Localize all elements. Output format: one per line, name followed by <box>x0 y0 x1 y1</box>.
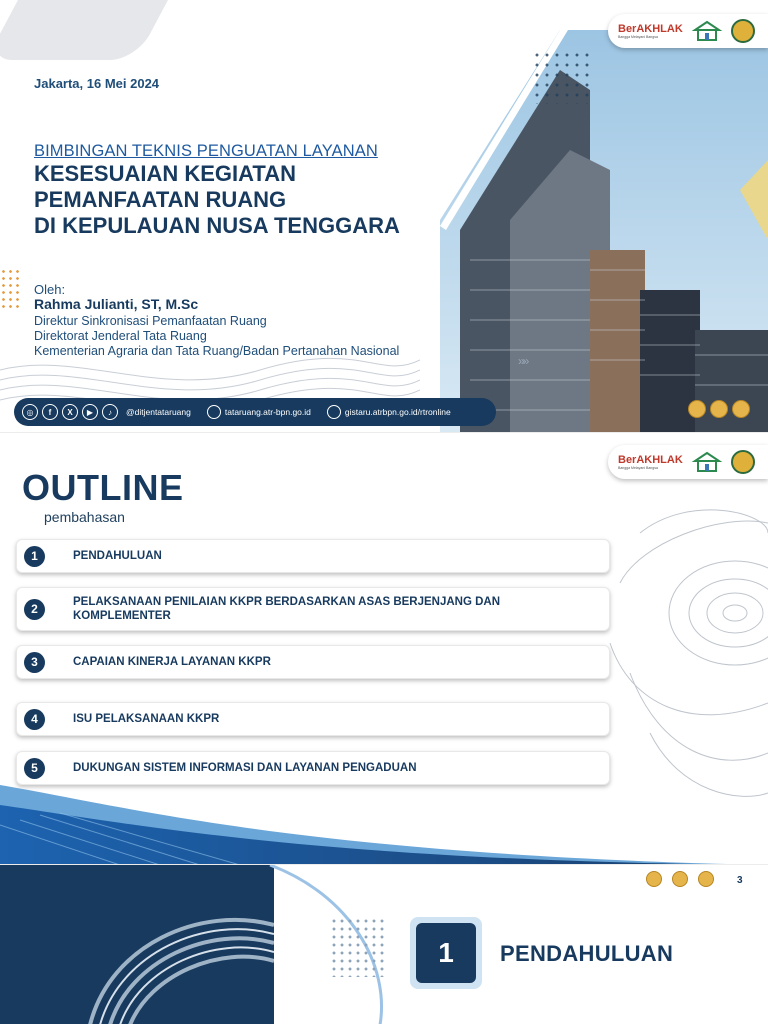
outline-item-2[interactable] <box>16 587 610 631</box>
website-link[interactable]: tataruang.atr-bpn.go.id <box>224 407 311 417</box>
brand-logo-bar <box>608 445 768 479</box>
affiliation-line: Direktorat Jenderal Tata Ruang <box>34 329 207 343</box>
house-icon <box>691 451 723 473</box>
outline-title: OUTLINE <box>22 467 184 508</box>
contour-lines <box>600 473 768 813</box>
social-media-bar <box>14 398 496 426</box>
badge-icon <box>732 400 750 418</box>
wave-decoration <box>0 765 768 864</box>
orange-dot-pattern <box>0 268 22 312</box>
item-number: 5 <box>24 758 45 779</box>
outline-item-4[interactable] <box>16 702 610 736</box>
item-label: DUKUNGAN SISTEM INFORMASI DAN LAYANAN PENGADUAN <box>73 762 417 774</box>
affiliation-line: Kementerian Agraria dan Tata Ruang/Badan Pertanahan Nasional <box>34 344 400 358</box>
globe-icon <box>207 405 221 419</box>
atr-bpn-emblem-icon <box>731 450 755 474</box>
berakhlak-logo: BerAKHLAK Bangga Melayani Bangsa <box>618 23 683 39</box>
section-title: PENDAHULUAN <box>500 941 674 966</box>
presenter-name: Rahma Julianti, ST, M.Sc <box>34 296 199 312</box>
dot-pattern <box>330 917 384 977</box>
dot-pattern <box>532 50 594 104</box>
atr-bpn-emblem-icon <box>731 19 755 43</box>
social-handle[interactable]: @ditjentataruang <box>126 407 191 417</box>
presentation-date: Jakarta, 16 Mei 2024 <box>34 76 160 91</box>
badge-icon <box>698 871 714 887</box>
layers-icon <box>327 405 341 419</box>
item-label: ISU PELAKSANAAN KKPR <box>73 713 220 725</box>
berakhlak-logo: BerAKHLAK Bangga Melayani Bangsa <box>618 454 683 470</box>
value-badges <box>646 871 714 887</box>
facebook-icon[interactable]: f <box>42 404 58 420</box>
website-link[interactable]: gistaru.atrbpn.go.id/rtronline <box>344 407 451 417</box>
badge-icon <box>646 871 662 887</box>
building-photo <box>440 30 768 432</box>
item-number: 3 <box>24 652 45 673</box>
corner-shape <box>0 0 184 60</box>
outline-subtitle: pembahasan <box>44 509 125 525</box>
chevrons-icon: »» <box>518 354 528 368</box>
brand-logo-bar <box>608 14 768 48</box>
item-number: 1 <box>24 546 45 567</box>
event-subtitle: BIMBINGAN TEKNIS PENGUATAN LAYANAN <box>34 142 378 160</box>
slide-title: KESESUAIAN KEGIATAN PEMANFAATAN RUANG DI KEPULAUAN NUSA TENGGARA <box>34 161 400 238</box>
section-number: 1 <box>416 923 476 983</box>
page-number: 3 <box>737 875 743 886</box>
badge-icon <box>672 871 688 887</box>
item-number: 2 <box>24 599 45 620</box>
item-number: 4 <box>24 709 45 730</box>
youtube-icon[interactable]: ▶ <box>82 404 98 420</box>
section-number-box <box>410 917 482 989</box>
tiktok-icon[interactable]: ♪ <box>102 404 118 420</box>
item-label: CAPAIAN KINERJA LAYANAN KKPR <box>73 656 271 668</box>
x-twitter-icon[interactable]: X <box>62 404 78 420</box>
outline-item-1[interactable] <box>16 539 610 573</box>
architecture-photo <box>0 865 274 1024</box>
instagram-icon[interactable]: ◎ <box>22 404 38 420</box>
outline-slide <box>0 432 768 864</box>
value-badges <box>688 400 750 418</box>
by-label: Oleh: <box>34 282 66 297</box>
badge-icon <box>710 400 728 418</box>
badge-icon <box>688 400 706 418</box>
house-icon <box>691 20 723 42</box>
section-slide <box>0 864 768 1024</box>
title-slide <box>0 0 768 432</box>
affiliation-line: Direktur Sinkronisasi Pemanfaatan Ruang <box>34 314 267 328</box>
item-label: PENDAHULUAN <box>73 550 162 562</box>
item-label: PELAKSANAAN PENILAIAN KKPR BERDASARKAN ASAS BERJENJANG DAN KOMPLEMENTER <box>73 596 501 622</box>
outline-item-3[interactable] <box>16 645 610 679</box>
